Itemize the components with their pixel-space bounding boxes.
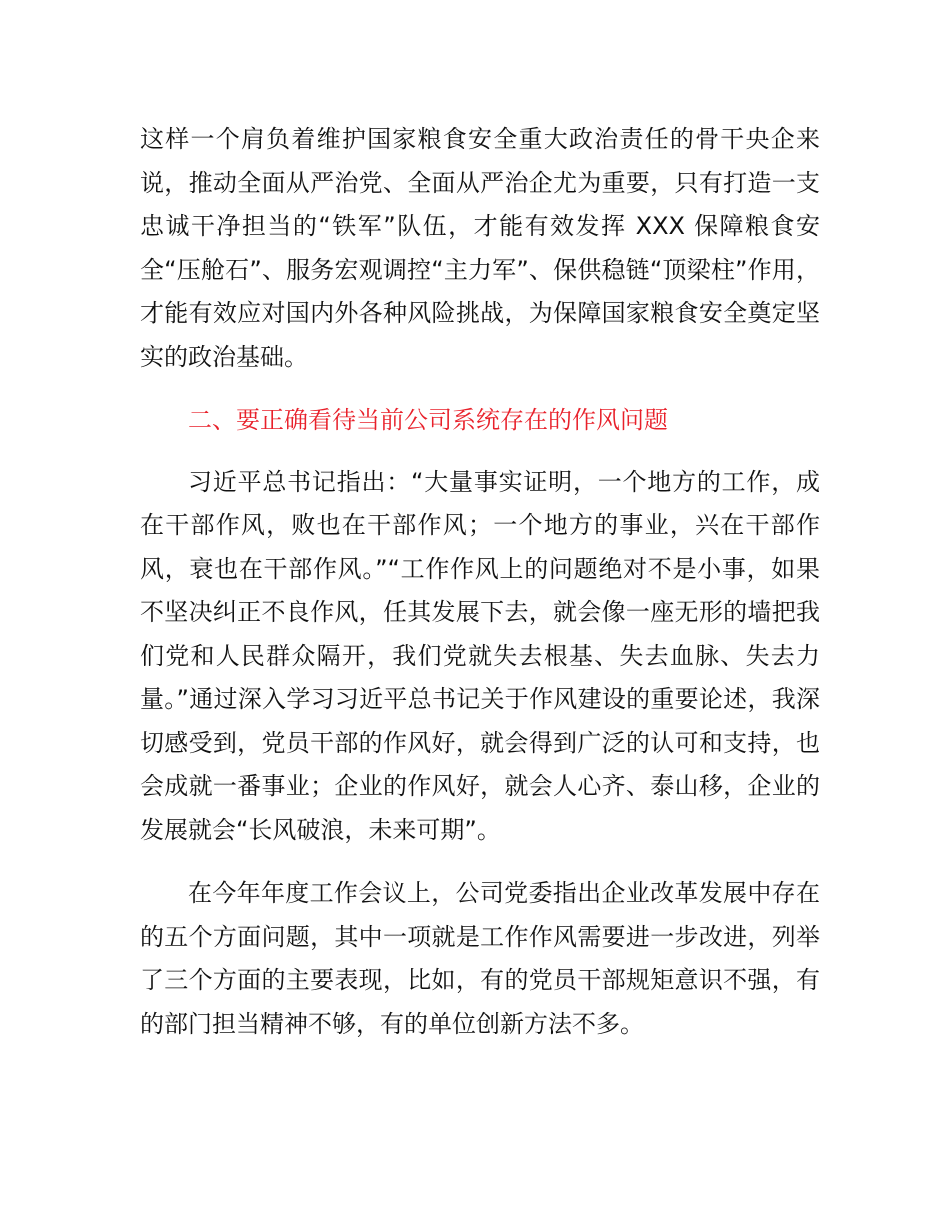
paragraph-meeting: 在今年年度工作会议上，公司党委指出企业改革发展中存在的五个方面问题，其中一项就是工作作风需要进一步改进，列举了三个方面的主要表现，比如，有的党员干部规矩意识不强，有的部门担当精神不够，有的单位创新方法不多。 <box>140 879 820 1038</box>
document-body <box>140 118 820 1046</box>
section-heading: 二、要正确看待当前公司系统存在的作风问题 <box>188 406 668 434</box>
paragraph-continuation: 这样一个肩负着维护国家粮食安全重大政治责任的骨干央企来说，推动全面从严治党、全面从严治企尤为重要，只有打造一支忠诚干净担当的“铁军”队伍，才能有效发挥 XXX 保障粮食安全“压舱石”、服务宏观调控“主力军”、保供稳链“顶梁柱”作用，才能有效应对国内外各种风险挑战，为保障国家粮食安全奠定坚实的政治基础。 <box>140 125 820 371</box>
paragraph-quote: 习近平总书记指出：“大量事实证明，一个地方的工作，成在干部作风，败也在干部作风；一个地方的事业，兴在干部作风，衰也在干部作风。”“工作作风上的问题绝对不是小事，如果不坚决纠正不良作风，任其发展下去，就会像一座无形的墙把我们党和人民群众隔开，我们党就失去根基、失去血脉、失去力量。”通过深入学习习近平总书记关于作风建设的重要论述，我深切感受到，党员干部的作风好，就会得到广泛的认可和支持，也会成就一番事业；企业的作风好，就会人心齐、泰山移，企业的发展就会“长风破浪，未来可期”。 <box>140 467 820 844</box>
